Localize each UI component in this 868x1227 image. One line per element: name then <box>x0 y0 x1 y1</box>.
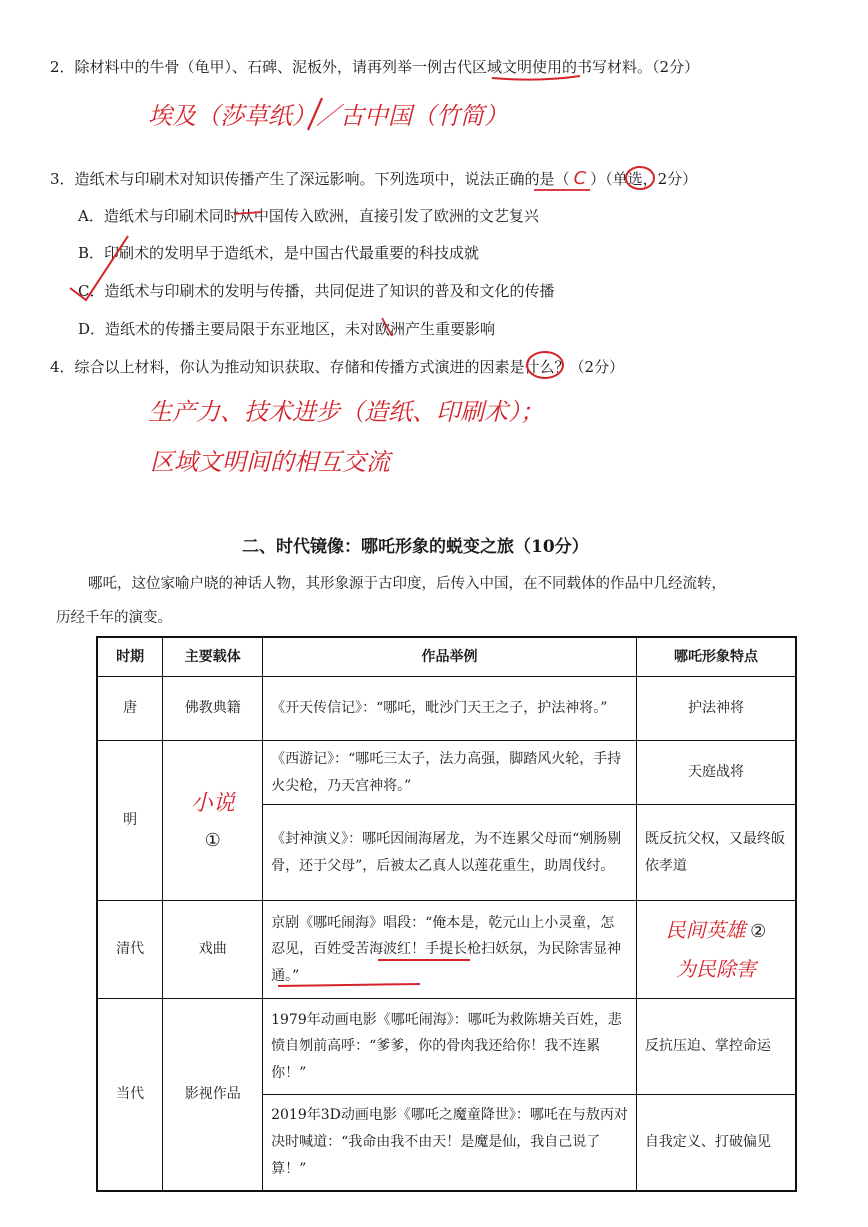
tang-feature: 护法神将 <box>636 677 796 741</box>
tang-work: 《开天传信记》：“哪吒，毗沙门天王之子，护法神将。” <box>263 677 637 741</box>
section2-intro-line1: 哪吒，这位家喻户晓的神话人物，其形象源于古印度，后传入中国，在不同载体的作品中几经流转， <box>88 576 726 592</box>
ming-work-1: 《西游记》：“哪吒三太子，法力高强，脚踏风火轮，手持火尖枪，乃天宫神将。” <box>263 741 637 805</box>
q3-option-b: B．印刷术的发明早于造纸术，是中国古代最重要的科技成就 <box>78 244 480 262</box>
ming-work-2: 《封神演义》：哪吒因闹海屠龙，为不连累父母而“剜肠剔骨，还于父母”，后被太乙真人以莲花重生，助周伐纣。 <box>263 805 637 901</box>
q3-option-c: C．造纸术与印刷术的发明与传播，共同促进了知识的普及和文化的传播 <box>78 282 555 300</box>
qing-feature-blank: ② <box>750 921 767 943</box>
modern-carrier: 影视作品 <box>163 999 263 1191</box>
qing-work: 京剧《哪吒闹海》唱段：“俺本是，乾元山上小灵童，怎忍见，百姓受苦海波红！手提长枪扫妖氛，为民除害显神通。” <box>263 901 637 999</box>
ming-carrier-handwritten: 小说 <box>190 790 235 816</box>
q3-answer-mark: C <box>573 168 587 189</box>
tang-period: 唐 <box>97 677 163 741</box>
qing-period: 清代 <box>97 901 163 999</box>
qing-feature-cell <box>636 901 796 999</box>
q3-stem <box>50 168 697 189</box>
header-carrier: 主要载体 <box>163 637 263 677</box>
ming-carrier-blank: ① <box>204 830 221 852</box>
header-period: 时期 <box>97 637 163 677</box>
qing-feature-handwritten-1: 民间英雄 <box>665 918 746 943</box>
table-row-modern-1 <box>97 999 796 1095</box>
q3-option-a: A．造纸术与印刷术同时从中国传入欧洲，直接引发了欧洲的文艺复兴 <box>78 207 539 225</box>
modern-feature-1: 反抗压迫、掌控命运 <box>636 999 796 1095</box>
section2-intro-line2: 历经千年的演变。 <box>56 610 172 626</box>
q2-handwritten-answer: 埃及（莎草纸）／古中国（竹简） <box>148 102 508 130</box>
modern-feature-2: 自我定义、打破偏见 <box>636 1095 796 1191</box>
table-row-ming-1 <box>97 741 796 805</box>
q3-text: 3．造纸术与印刷术对知识传播产生了深远影响。下列选项中，说法正确的是（ <box>50 170 570 188</box>
modern-work-1: 1979年动画电影《哪吒闹海》：哪吒为救陈塘关百姓，悲愤自刎前高呼：“爹爹，你的骨肉我还给你！我不连累你！” <box>263 999 637 1095</box>
ming-feature-1: 天庭战将 <box>636 741 796 805</box>
q4-handwritten-line1: 生产力、技术进步（造纸、印刷术）； <box>148 398 544 426</box>
q2-text: 2．除材料中的牛骨（龟甲）、石碑、泥板外，请再列举一例古代区域文明使用的书写材料。（2分） <box>50 58 700 76</box>
ming-feature-2: 既反抗父权，又最终皈依孝道 <box>636 805 796 901</box>
header-work: 作品举例 <box>263 637 637 677</box>
q3-text-tail: ）（单选，2分） <box>590 170 698 188</box>
header-feature: 哪吒形象特点 <box>636 637 796 677</box>
tang-carrier: 佛教典籍 <box>163 677 263 741</box>
modern-work-2: 2019年3D动画电影《哪吒之魔童降世》：哪吒在与敖丙对决时喊道：“我命由我不由天！是魔是仙，我自己说了算！” <box>263 1095 637 1191</box>
table-header-row <box>97 637 796 677</box>
q4-handwritten-line2: 区域文明间的相互交流 <box>150 448 390 476</box>
nezha-evolution-table <box>96 636 797 1192</box>
q4-text: 4．综合以上材料，你认为推动知识获取、存储和传播方式演进的因素是什么？（2分） <box>50 358 625 376</box>
qing-feature-handwritten-2: 为民除害 <box>675 956 756 981</box>
ming-period: 明 <box>97 741 163 901</box>
modern-period: 当代 <box>97 999 163 1191</box>
ming-carrier-cell <box>163 741 263 901</box>
q3-option-d: D．造纸术的传播主要局限于东亚地区，未对欧洲产生重要影响 <box>78 320 496 338</box>
qing-carrier: 戏曲 <box>163 901 263 999</box>
table-row-qing <box>97 901 796 999</box>
table-row-tang <box>97 677 796 741</box>
section2-heading: 二、时代镜像：哪吒形象的蜕变之旅（10分） <box>242 537 589 557</box>
